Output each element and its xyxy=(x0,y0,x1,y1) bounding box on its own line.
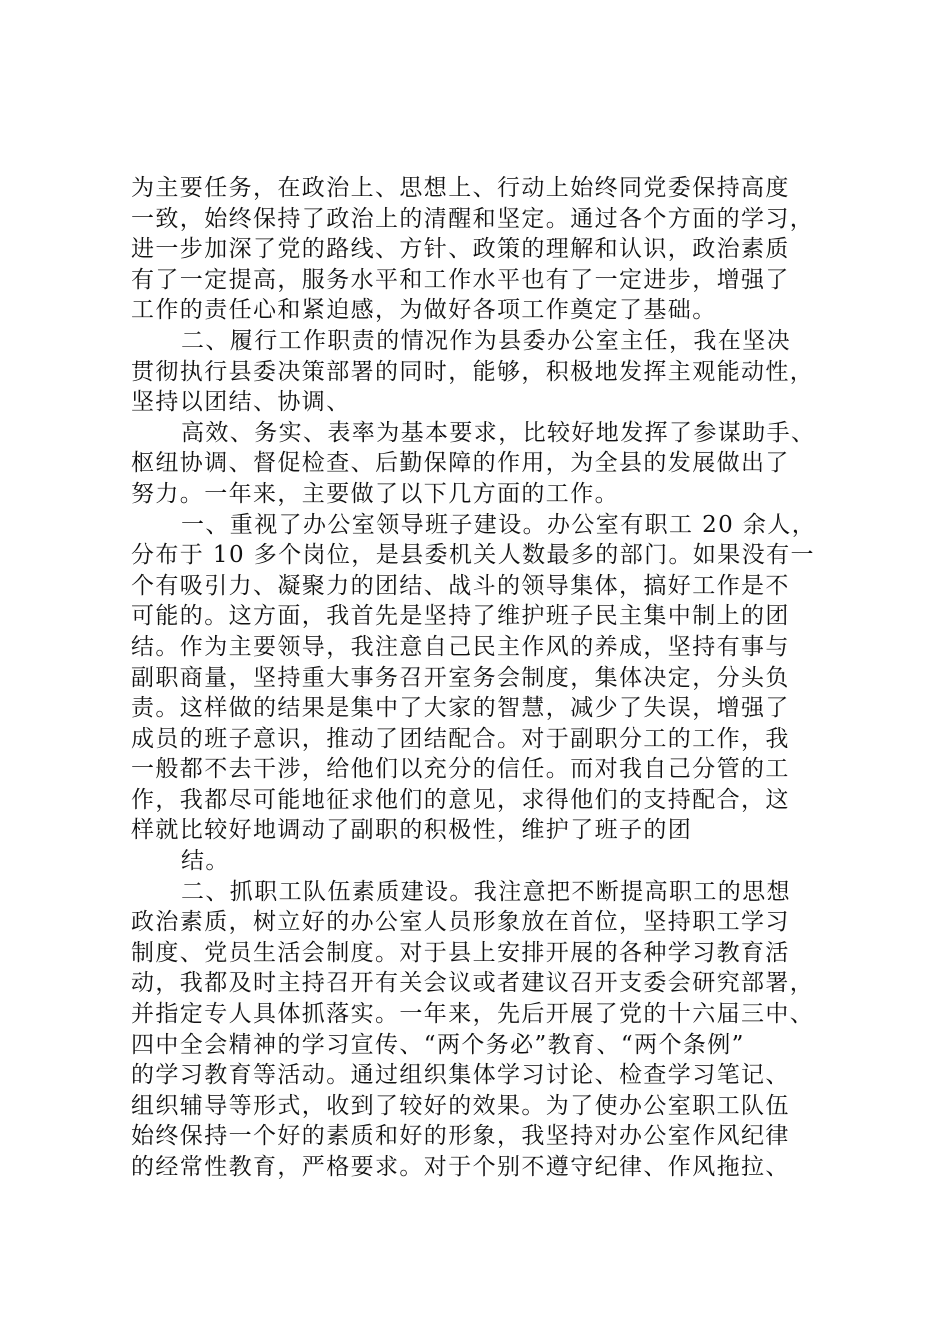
text-line: 的经常性教育，严格要求。对于个别不遵守纪律、作风拖拉、 xyxy=(131,1154,790,1180)
paragraph-start-line: 二、履行工作职责的情况作为县委办公室主任，我在坚决 xyxy=(181,327,791,354)
text-line: 动，我都及时主持召开有关会议或者建议召开支委会研究部署， xyxy=(131,970,815,997)
document-body xyxy=(131,173,831,1183)
text-line: 进一步加深了党的路线、方针、政策的理解和认识，政治素质 xyxy=(131,236,790,263)
text-line: 样就比较好地调动了副职的积极性，维护了班子的团 xyxy=(131,817,693,844)
text-line: 四中全会精神的学习宣传、“两个务必”教育、“两个条例” xyxy=(131,1031,745,1058)
paragraph-start-line: 结。 xyxy=(181,848,230,875)
paragraph-start-line: 高效、务实、表率为基本要求，比较好地发挥了参谋助手、 xyxy=(181,419,816,446)
text-line: 工作的责任心和紧迫感，为做好各项工作奠定了基础。 xyxy=(131,297,717,324)
text-line: 分布于 10 多个岗位，是县委机关人数最多的部门。如果没有一 xyxy=(131,542,815,569)
text-line: 枢纽协调、督促检查、后勤保障的作用，为全县的发展做出了 xyxy=(131,450,790,477)
text-line: 组织辅导等形式，收到了较好的效果。为了使办公室职工队伍 xyxy=(131,1092,790,1119)
text-line: 作，我都尽可能地征求他们的意见，求得他们的支持配合，这 xyxy=(131,786,790,813)
text-line: 并指定专人具体抓落实。一年来，先后开展了党的十六届三中、 xyxy=(131,1001,815,1028)
text-line: 的学习教育等活动。通过组织集体学习讨论、检查学习笔记、 xyxy=(131,1062,790,1089)
text-line: 制度、党员生活会制度。对于县上安排开展的各种学习教育活 xyxy=(131,939,790,966)
text-line: 副职商量，坚持重大事务召开室务会制度，集体决定，分头负 xyxy=(131,664,790,691)
text-line: 贯彻执行县委决策部署的同时，能够，积极地发挥主观能动性， xyxy=(131,358,815,385)
text-line: 政治素质，树立好的办公室人员形象放在首位，坚持职工学习 xyxy=(131,909,790,936)
text-line: 为主要任务，在政治上、思想上、行动上始终同党委保持高度 xyxy=(131,175,790,201)
text-line: 坚持以团结、协调、 xyxy=(131,389,351,416)
paragraph-start-line: 二、抓职工队伍素质建设。我注意把不断提高职工的思想 xyxy=(181,878,791,905)
text-line: 努力。一年来，主要做了以下几方面的工作。 xyxy=(131,480,619,507)
text-line: 成员的班子意识，推动了团结配合。对于副职分工的工作，我 xyxy=(131,725,790,752)
text-line: 责。这样做的结果是集中了大家的智慧，减少了失误，增强了 xyxy=(131,695,790,722)
text-line: 始终保持一个好的素质和好的形象，我坚持对办公室作风纪律 xyxy=(131,1123,790,1150)
text-line: 可能的。这方面，我首先是坚持了维护班子民主集中制上的团 xyxy=(131,603,790,630)
text-line: 有了一定提高，服务水平和工作水平也有了一定进步，增强了 xyxy=(131,266,790,293)
text-line: 一般都不去干涉，给他们以充分的信任。而对我自己分管的工 xyxy=(131,756,790,783)
text-line: 一致，始终保持了政治上的清醒和坚定。通过各个方面的学习， xyxy=(131,205,815,232)
text-line: 个有吸引力、凝聚力的团结、战斗的领导集体，搞好工作是不 xyxy=(131,572,790,599)
text-line: 结。作为主要领导，我注意自己民主作风的养成，坚持有事与 xyxy=(131,633,790,660)
paragraph-start-line: 一、重视了办公室领导班子建设。办公室有职工 20 余人， xyxy=(181,511,817,538)
